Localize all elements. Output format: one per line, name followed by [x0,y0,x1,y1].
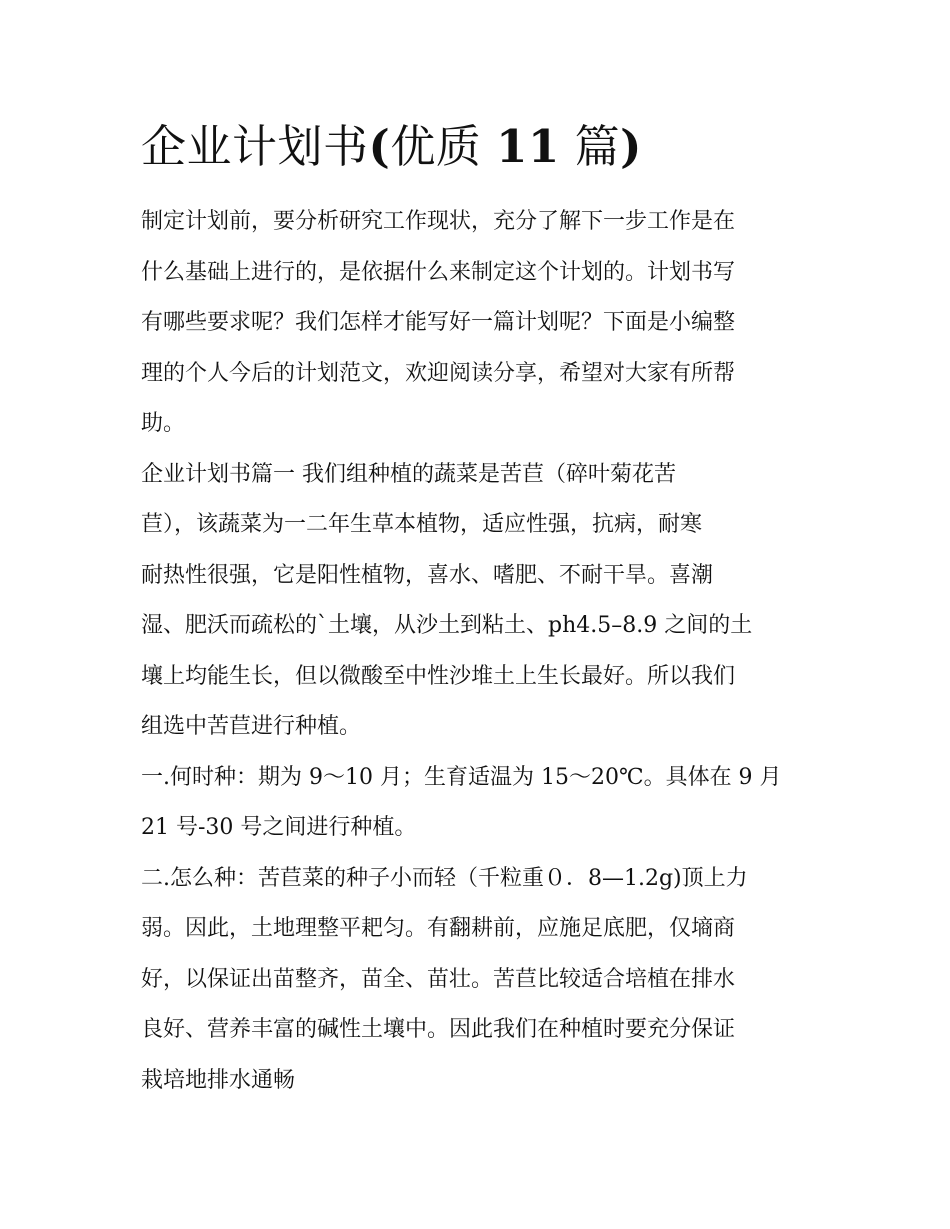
text-line: 制定计划前，要分析研究工作现状，充分了解下一步工作是在 [141,209,736,234]
text-line: 栽培地排水通畅 [141,1067,296,1093]
title-paren-close: ) [620,120,642,173]
text-line: 二.怎么种：苦苣菜的种子小而轻（千粒重０．8—1.2g)顶上力 [141,865,748,891]
title-paren-open: ( [368,120,391,173]
text-line: 苣），该蔬菜为一二年生草本植物，适应性强，抗病，耐寒 [141,512,703,537]
text-line: 耐热性很强，它是阳性植物，喜水、嗜肥、不耐干旱。喜潮 [141,562,714,588]
title-number: 11 [496,120,560,173]
paragraph-intro [141,197,813,450]
text-line: 有哪些要求呢？我们怎样才能写好一篇计划呢？下面是小编整 [141,310,736,335]
text-line: 21 号-30 号之间进行种植。 [141,815,417,840]
title-prefix: 企业计划书 [141,120,369,173]
text-line: 弱。因此，土地理整平耙匀。有翻耕前，应施足底肥，仅墒商 [141,916,736,941]
document-content [141,112,813,1106]
text-line: 助。 [141,411,186,436]
text-line: 良好、营养丰富的碱性土壤中。因此我们在种植时要充分保证 [141,1017,736,1042]
text-line: 湿、肥沃而疏松的`土壤，从沙土到粘土、ph4.5–8.9 之间的土 [141,613,753,638]
text-line: 一.何时种：期为 9～10 月；生育适温为 15～20℃。具体在 9 月 [141,764,782,790]
text-line: 企业计划书篇一 我们组种植的蔬菜是苦苣（碎叶菊花苦 [141,461,676,487]
paragraph-when-to-plant [141,753,813,854]
text-line: 组选中苦苣进行种植。 [141,714,362,739]
paragraph-how-to-plant [141,854,813,1107]
document-title [141,112,813,182]
document-body [141,197,813,1106]
text-line: 好，以保证出苗整齐，苗全、苗壮。苦苣比较适合培植在排水 [141,966,736,992]
text-line: 壤上均能生长，但以微酸至中性沙堆土上生长最好。所以我们 [141,663,736,689]
text-line: 什么基础上进行的，是依据什么来制定这个计划的。计划书写 [141,259,736,285]
title-mid: 优质 [390,120,482,173]
paragraph-plan-one [141,450,813,753]
title-suffix: 篇 [574,120,621,173]
text-line: 理的个人今后的计划范文，欢迎阅读分享，希望对大家有所帮 [141,360,736,386]
